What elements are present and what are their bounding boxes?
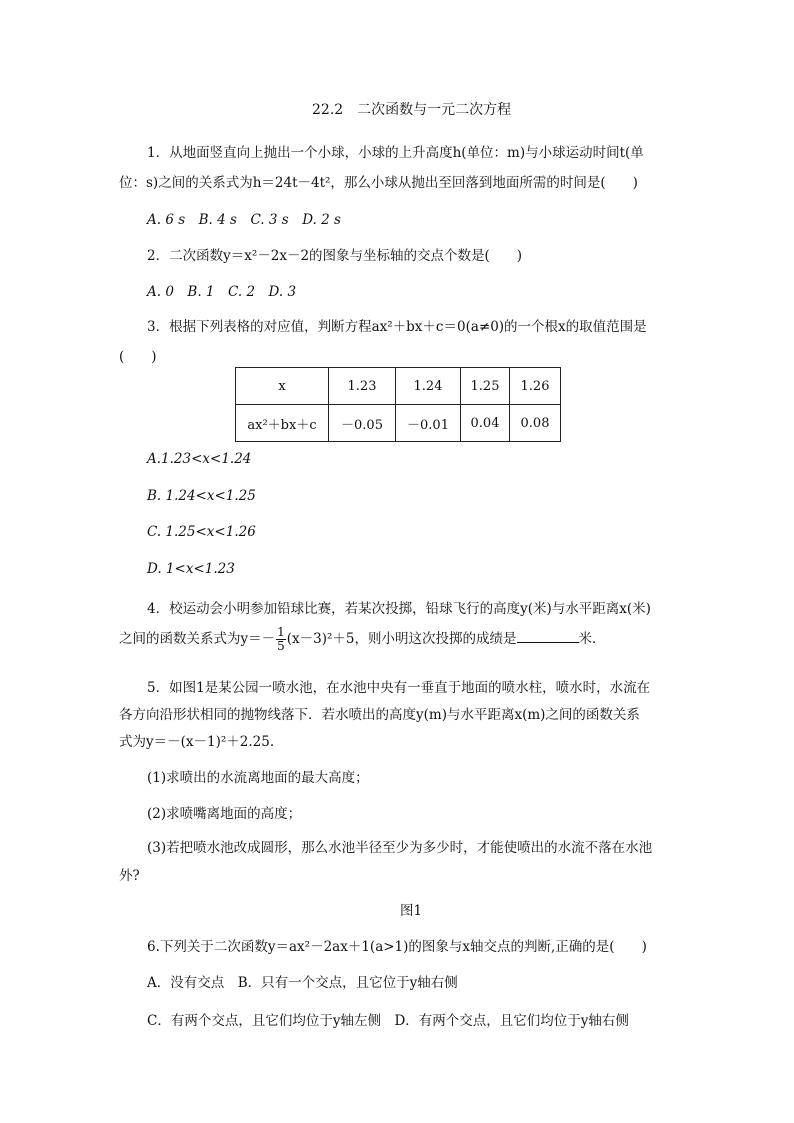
q5-text-line3: 式为y＝－(x－1)²＋2.25. [119, 734, 275, 750]
q3-option-c: C. 1.25<x<1.26 [147, 524, 256, 540]
table-cell: 1.26 [510, 368, 561, 405]
answer-blank[interactable] [517, 630, 579, 643]
figure-caption: 图1 [400, 903, 423, 919]
q4-text-line2 [119, 626, 606, 653]
q5-sub-question-2: (2)求喷嘴离地面的高度； [147, 806, 302, 822]
q3-option-d: D. 1<x<1.23 [147, 561, 235, 577]
q1-options: A. 6 s B. 4 s C. 3 s D. 2 s [147, 212, 341, 228]
q4-line2-start: 之间的函数关系式为y＝－ [119, 631, 276, 647]
table-cell: 0.04 [461, 405, 510, 442]
table-row [236, 368, 561, 405]
q3-text-line1: 3．根据下列表格的对应值，判断方程ax²＋bx＋c＝0(a≠0)的一个根x的取值范围是 [147, 319, 647, 335]
fraction-denominator: 5 [277, 639, 285, 653]
table-row [236, 405, 561, 442]
q2-text: 2．二次函数y＝x²－2x－2的图象与坐标轴的交点个数是( ) [147, 248, 523, 264]
q2-options: A. 0 B. 1 C. 2 D. 3 [147, 284, 297, 300]
value-table [235, 367, 561, 442]
q5-sub-question-3-line2: 外? [119, 868, 140, 884]
q5-sub-question-3-line1: (3)若把喷水池改成圆形，那么水池半径至少为多少时，才能使喷出的水流不落在水池 [147, 840, 653, 856]
q5-text-line2: 各方向沿形状相同的抛物线落下．若水喷出的高度y(m)与水平距离x(m)之间的函数关系 [119, 707, 640, 723]
fraction [276, 626, 286, 653]
q6-text: 6.下列关于二次函数y＝ax²－2ax＋1(a>1)的图象与x轴交点的判断,正确的是( ) [147, 939, 647, 955]
q3-option-a: A.1.23<x<1.24 [147, 451, 252, 467]
q3-option-b: B. 1.24<x<1.25 [147, 488, 256, 504]
table-cell: 1.23 [329, 368, 396, 405]
q6-options-cd: C．有两个交点，且它们均位于y轴左侧 D．有两个交点，且它们均位于y轴右侧 [147, 1013, 629, 1029]
fraction-numerator: 1 [277, 625, 285, 639]
q5-sub-question-1: (1)求喷出的水流离地面的最大高度； [147, 770, 369, 786]
q1-text-line1: 1．从地面竖直向上抛出一个小球，小球的上升高度h(单位：m)与小球运动时间t(单 [147, 145, 644, 161]
q5-text-line1: 5．如图1是某公园一喷水池，在水池中央有一垂直于地面的喷水柱，喷水时，水流在 [147, 680, 651, 696]
q1-text-line2: 位：s)之间的关系式为h＝24t－4t²，那么小球从抛出至回落到地面所需的时间是( ) [119, 175, 638, 191]
table-cell: ax²＋bx＋c [236, 405, 329, 442]
table-cell: －0.01 [396, 405, 461, 442]
table-cell: 1.25 [461, 368, 510, 405]
page-title: 22.2 二次函数与一元二次方程 [312, 102, 512, 118]
q4-line2-middle: (x－3)²＋5，则小明这次投掷的成绩是 [286, 631, 517, 647]
q4-text-line1: 4．校运动会小明参加铅球比赛，若某次投掷，铅球飞行的高度y(米)与水平距离x(米) [147, 601, 651, 617]
q4-line2-end: 米． [578, 631, 606, 647]
table-cell: －0.05 [329, 405, 396, 442]
q3-text-line2: ( ) [119, 349, 157, 365]
table-cell: 0.08 [510, 405, 561, 442]
table-cell: 1.24 [396, 368, 461, 405]
q6-options-ab: A．没有交点 B．只有一个交点，且它位于y轴右侧 [147, 975, 458, 991]
table-cell: x [236, 368, 329, 405]
